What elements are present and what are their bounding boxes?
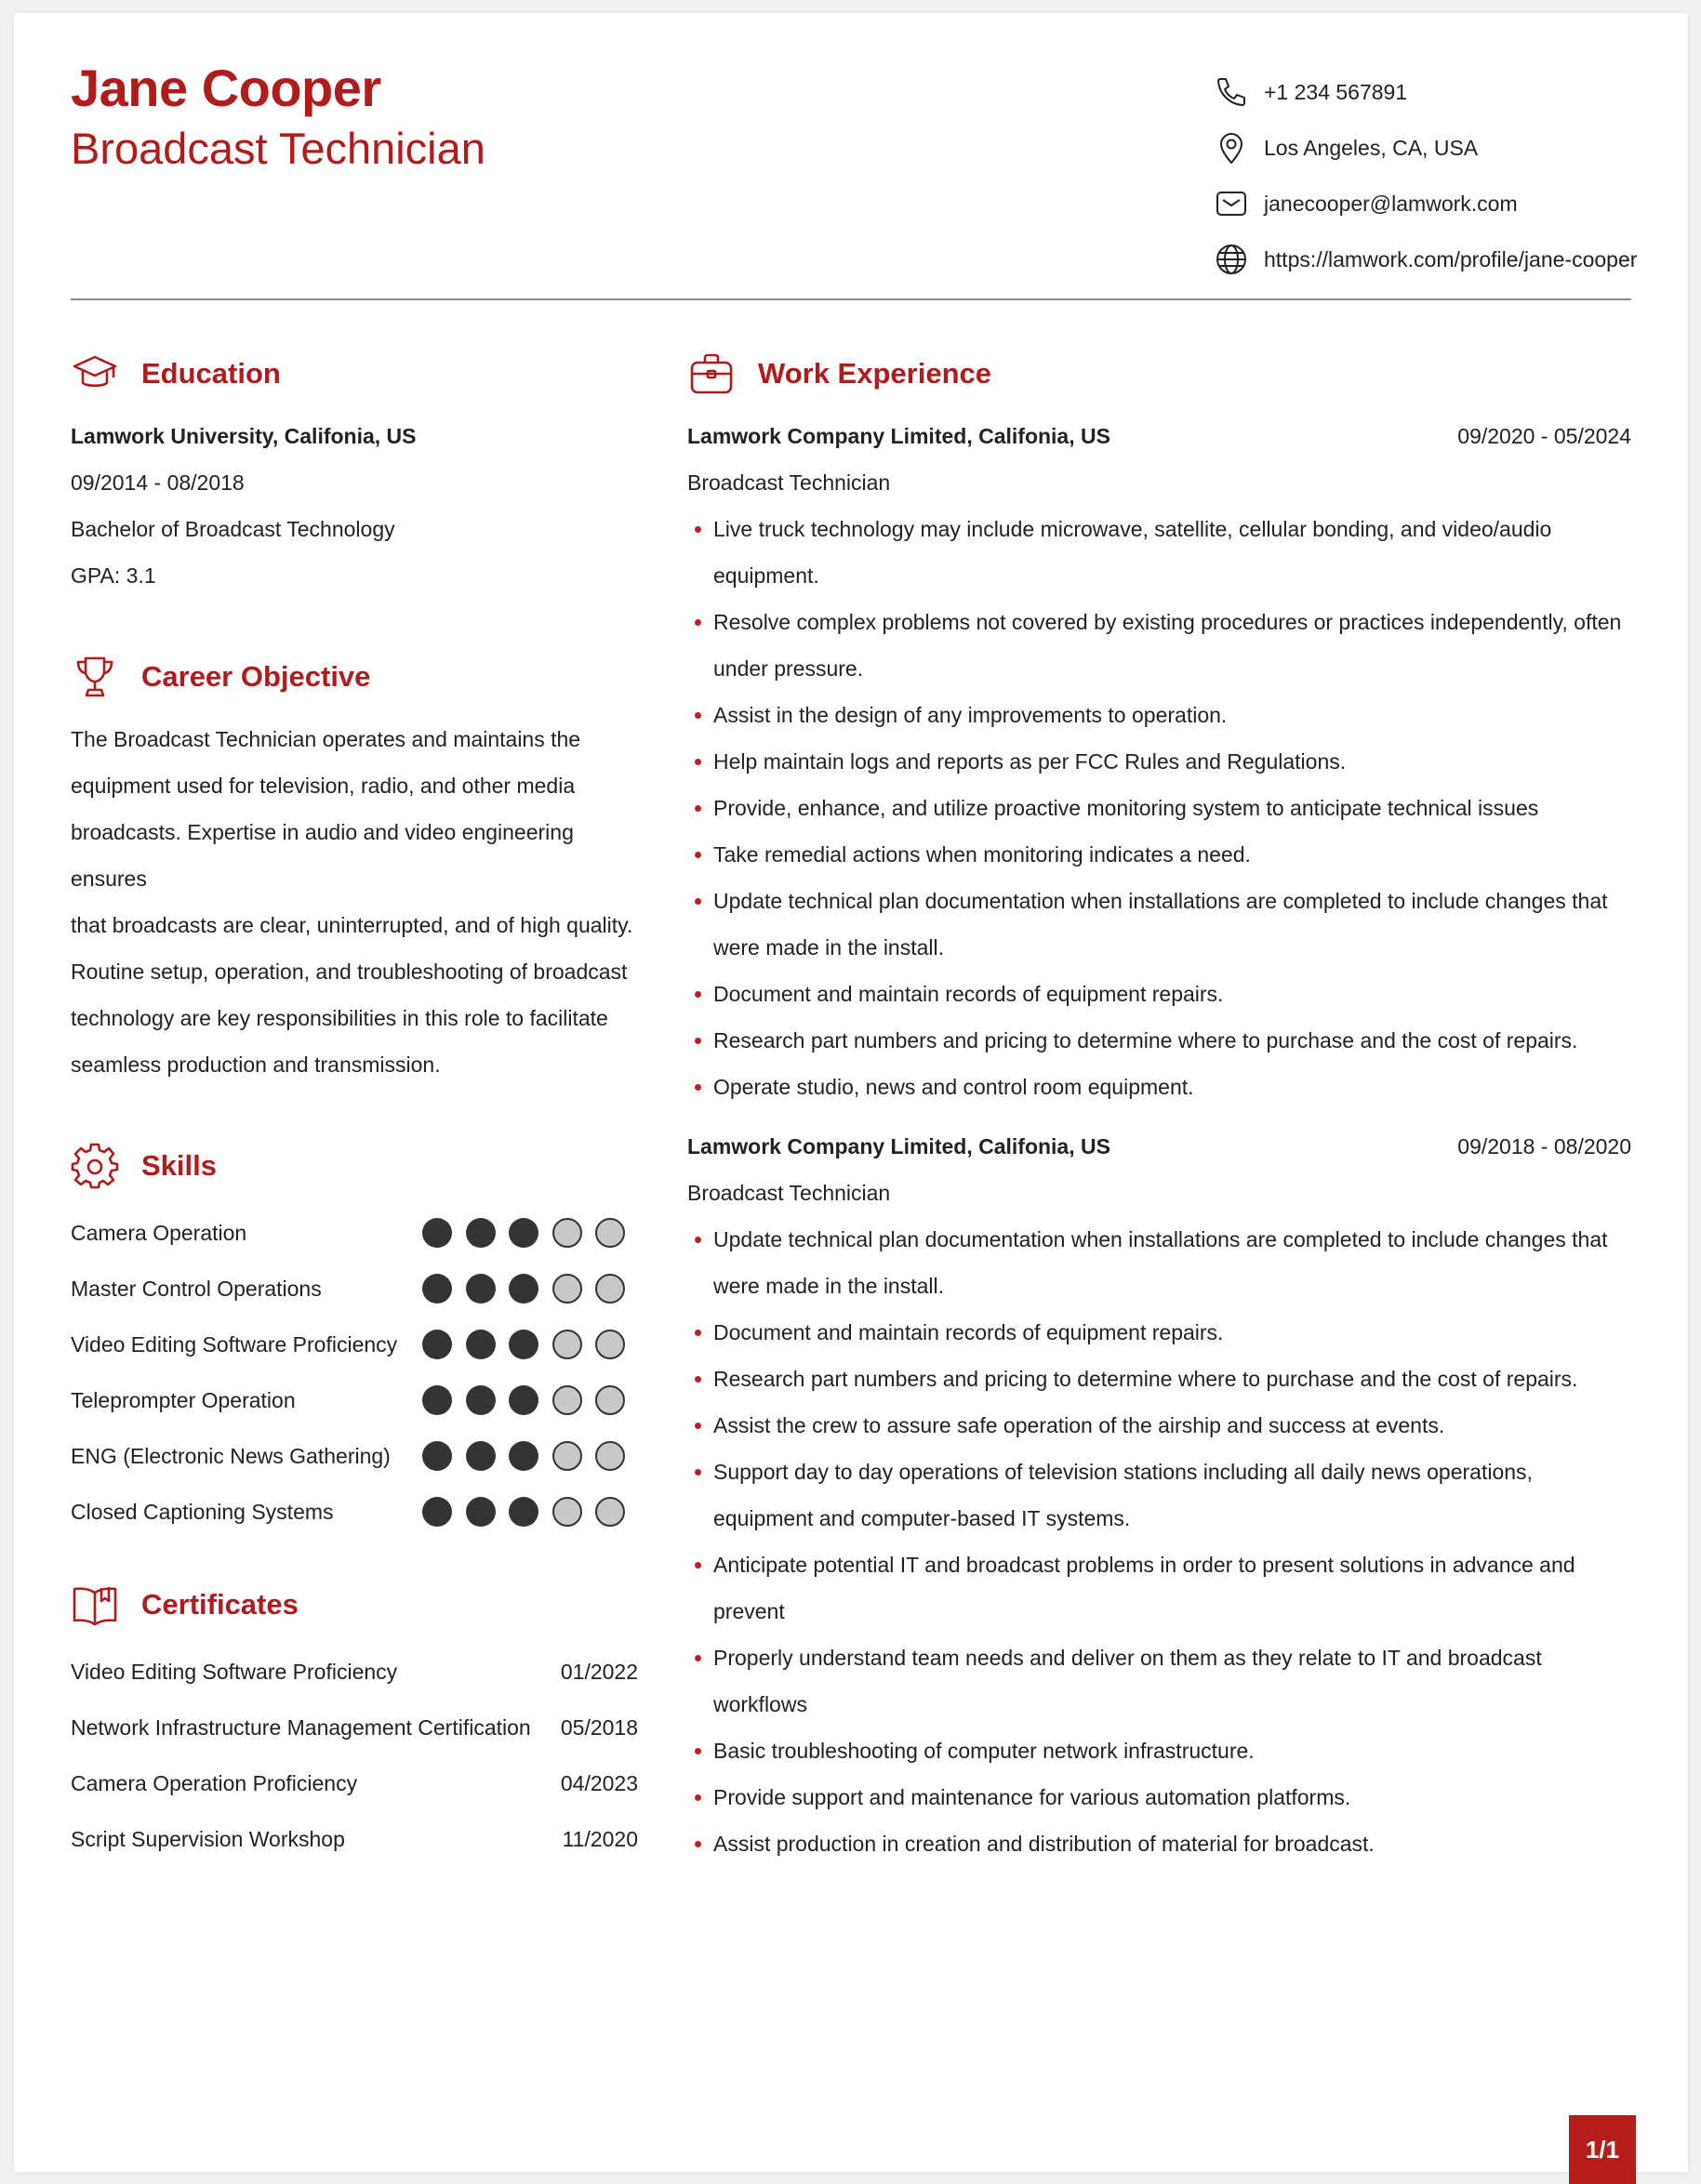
- certificate-name: Camera Operation Proficiency: [71, 1770, 358, 1795]
- job-role: Broadcast Technician: [687, 1181, 891, 1205]
- skill-name: Video Editing Software Proficiency: [71, 1331, 398, 1357]
- skill-rating: [422, 1218, 625, 1248]
- job-bullet-item: Update technical plan documentation when installations are completed to include changes that were made in the install.: [687, 878, 1631, 971]
- job-bullet-item: Assist production in creation and distribution of material for broadcast.: [687, 1820, 1631, 1867]
- globe-icon: [1213, 241, 1250, 278]
- rating-dot-filled: [509, 1497, 538, 1527]
- certificate-name: Script Supervision Workshop: [71, 1826, 345, 1851]
- rating-dot-empty: [552, 1385, 582, 1415]
- trophy-icon: [71, 653, 119, 701]
- job-bullets: [687, 506, 1631, 1110]
- certificate-name: Video Editing Software Proficiency: [71, 1659, 398, 1684]
- skill-row: [71, 1317, 638, 1372]
- rating-dot-filled: [422, 1441, 452, 1471]
- skill-row: [71, 1261, 638, 1317]
- certificate-row: [71, 1755, 638, 1811]
- certificate-row: [71, 1644, 638, 1700]
- rating-dot-filled: [422, 1497, 452, 1527]
- objective-heading: Career Objective: [71, 651, 638, 703]
- job-bullet-item: Document and maintain records of equipment repairs.: [687, 1309, 1631, 1356]
- skill-name: Camera Operation: [71, 1220, 247, 1245]
- rating-dot-filled: [466, 1441, 496, 1471]
- job-bullet-item: Provide support and maintenance for various automation platforms.: [687, 1774, 1631, 1820]
- contact-website: [1213, 241, 1638, 278]
- jobs-list: [687, 413, 1631, 1867]
- skill-row: [71, 1428, 638, 1484]
- skills-heading: Skills: [71, 1140, 638, 1192]
- certificate-date: 05/2018: [560, 1714, 638, 1740]
- page-indicator: 1/1: [1569, 2115, 1636, 2184]
- rating-dot-empty: [595, 1441, 625, 1471]
- rating-dot-empty: [552, 1274, 582, 1304]
- job-bullet-item: Operate studio, news and control room equipment.: [687, 1064, 1631, 1110]
- certificate-date: 11/2020: [562, 1826, 638, 1851]
- left-column: [71, 348, 638, 1867]
- resume-header: [71, 59, 1638, 300]
- rating-dot-filled: [509, 1274, 538, 1304]
- education-school: Lamwork University, Califonia, US: [71, 424, 417, 448]
- rating-dot-filled: [422, 1218, 452, 1248]
- skill-rating: [422, 1274, 625, 1304]
- candidate-name: Jane Cooper: [71, 59, 381, 117]
- job-bullet-item: Document and maintain records of equipment repairs.: [687, 971, 1631, 1017]
- job-entry: [687, 1123, 1631, 1867]
- rating-dot-filled: [509, 1330, 538, 1359]
- skill-rating: [422, 1441, 625, 1471]
- rating-dot-empty: [552, 1441, 582, 1471]
- job-bullet-item: Basic troubleshooting of computer network infrastructure.: [687, 1727, 1631, 1774]
- rating-dot-filled: [509, 1385, 538, 1415]
- rating-dot-filled: [466, 1330, 496, 1359]
- contact-email: [1213, 185, 1631, 222]
- rating-dot-empty: [552, 1218, 582, 1248]
- skill-rating: [422, 1497, 625, 1527]
- job-bullet-item: Update technical plan documentation when installations are completed to include changes that were made in the install.: [687, 1216, 1631, 1309]
- rating-dot-filled: [422, 1274, 452, 1304]
- rating-dot-empty: [595, 1385, 625, 1415]
- gear-icon: [71, 1142, 119, 1190]
- skill-rating: [422, 1385, 625, 1415]
- graduation-cap-icon: [71, 350, 119, 398]
- objective-section: [71, 651, 638, 1088]
- rating-dot-empty: [552, 1330, 582, 1359]
- job-dates: 09/2018 - 08/2020: [1457, 1134, 1631, 1158]
- contact-location-text: Los Angeles, CA, USA: [1264, 135, 1479, 160]
- skill-row: [71, 1372, 638, 1428]
- resume-page: [14, 13, 1688, 2172]
- job-bullets: [687, 1216, 1631, 1867]
- rating-dot-filled: [422, 1385, 452, 1415]
- education-gpa: GPA: 3.1: [71, 563, 156, 588]
- job-bullet-item: Anticipate potential IT and broadcast problems in order to present solutions in advance and prevent: [687, 1542, 1631, 1635]
- rating-dot-filled: [509, 1441, 538, 1471]
- rating-dot-empty: [552, 1497, 582, 1527]
- certificates-section: [71, 1579, 638, 1867]
- skill-name: Closed Captioning Systems: [71, 1499, 334, 1524]
- job-header: [687, 1123, 1631, 1170]
- job-bullet-item: Properly understand team needs and deliver on them as they relate to IT and broadcast workflows: [687, 1635, 1631, 1727]
- job-dates: 09/2020 - 05/2024: [1457, 424, 1631, 448]
- mail-icon: [1213, 185, 1250, 222]
- education-dates: 09/2014 - 08/2018: [71, 470, 245, 495]
- rating-dot-empty: [595, 1274, 625, 1304]
- rating-dot-empty: [595, 1330, 625, 1359]
- contact-website-text[interactable]: https://lamwork.com/profile/jane-cooper: [1264, 246, 1638, 271]
- skill-name: Master Control Operations: [71, 1276, 322, 1301]
- education-degree: Bachelor of Broadcast Technology: [71, 517, 395, 541]
- job-bullet-item: Resolve complex problems not covered by existing procedures or practices independently, often under pressure.: [687, 599, 1631, 692]
- candidate-title: Broadcast Technician: [71, 123, 485, 173]
- contact-phone: [1213, 73, 1631, 111]
- skills-section: [71, 1140, 638, 1540]
- job-bullet-item: Help maintain logs and reports as per FCC Rules and Regulations.: [687, 738, 1631, 785]
- certificate-name: Network Infrastructure Management Certification: [71, 1714, 531, 1740]
- job-company: Lamwork Company Limited, Califonia, US: [687, 424, 1110, 448]
- skills-list: [71, 1205, 638, 1540]
- job-bullet-item: Assist the crew to assure safe operation of the airship and success at events.: [687, 1402, 1631, 1449]
- contact-list: [1213, 73, 1638, 297]
- briefcase-icon: [687, 350, 736, 398]
- phone-icon: [1213, 73, 1250, 111]
- certificate-date: 04/2023: [560, 1770, 638, 1795]
- contact-email-text[interactable]: janecooper@lamwork.com: [1264, 191, 1518, 216]
- rating-dot-filled: [466, 1497, 496, 1527]
- job-header: [687, 413, 1631, 459]
- contact-location: [1213, 129, 1631, 166]
- certificates-heading: Certificates: [71, 1579, 638, 1631]
- skill-row: [71, 1484, 638, 1540]
- skill-rating: [422, 1330, 625, 1359]
- location-pin-icon: [1213, 129, 1250, 166]
- rating-dot-filled: [466, 1218, 496, 1248]
- education-section: [71, 348, 638, 599]
- work-heading: Work Experience: [687, 348, 1631, 400]
- certificates-list: [71, 1644, 638, 1867]
- rating-dot-filled: [509, 1218, 538, 1248]
- job-bullet-item: Support day to day operations of television stations including all daily news operations, equipment and computer-based IT systems.: [687, 1449, 1631, 1542]
- right-column: [687, 348, 1631, 1867]
- certificate-date: 01/2022: [560, 1659, 638, 1684]
- skill-name: ENG (Electronic News Gathering): [71, 1443, 391, 1468]
- job-bullet-item: Assist in the design of any improvements to operation.: [687, 692, 1631, 738]
- education-heading: Education: [71, 348, 638, 400]
- rating-dot-filled: [422, 1330, 452, 1359]
- skill-row: [71, 1205, 638, 1261]
- certificate-row: [71, 1700, 638, 1755]
- job-bullet-item: Live truck technology may include microwave, satellite, cellular bonding, and video/audio equipment.: [687, 506, 1631, 599]
- contact-phone-text: +1 234 567891: [1264, 79, 1408, 104]
- job-bullet-item: Take remedial actions when monitoring indicates a need.: [687, 831, 1631, 878]
- rating-dot-empty: [595, 1497, 625, 1527]
- job-company: Lamwork Company Limited, Califonia, US: [687, 1134, 1110, 1158]
- job-bullet-item: Research part numbers and pricing to determine where to purchase and the cost of repairs.: [687, 1017, 1631, 1064]
- skill-name: Teleprompter Operation: [71, 1387, 296, 1412]
- rating-dot-empty: [595, 1218, 625, 1248]
- job-bullet-item: Research part numbers and pricing to determine where to purchase and the cost of repairs.: [687, 1356, 1631, 1402]
- job-entry: [687, 413, 1631, 1110]
- rating-dot-filled: [466, 1274, 496, 1304]
- rating-dot-filled: [466, 1385, 496, 1415]
- certificate-row: [71, 1811, 638, 1867]
- book-icon: [71, 1581, 119, 1629]
- objective-text: The Broadcast Technician operates and maintains the equipment used for television, radio, and other media broadcasts. Expertise in audio and video engineering ensures that broadcasts are clear, uninterrupted, and of high quality. Routine setup, operation, and troubleshooting of broadcast technology are key responsibilities in this role to facilitate seamless production and transmission.: [71, 727, 633, 1077]
- job-bullet-item: Provide, enhance, and utilize proactive monitoring system to anticipate technical issues: [687, 785, 1631, 831]
- job-role: Broadcast Technician: [687, 470, 891, 495]
